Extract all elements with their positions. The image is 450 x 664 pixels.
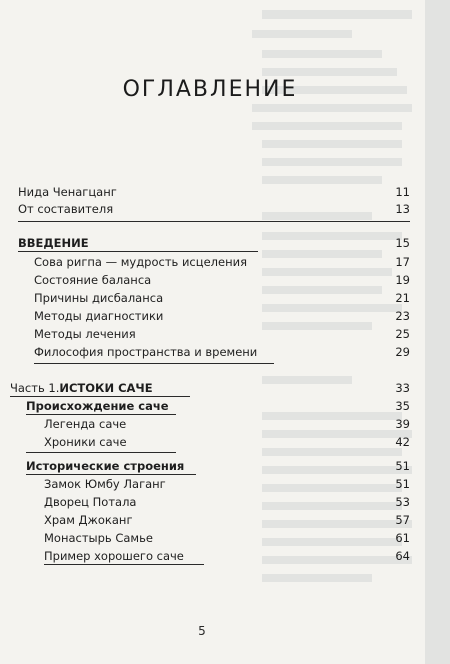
divider xyxy=(44,564,204,565)
toc-entry-label: Пример хорошего саче xyxy=(44,549,184,563)
page-number: 5 xyxy=(198,624,206,638)
heading-underline xyxy=(26,474,196,475)
toc-entry-label: Монастырь Самье xyxy=(44,531,153,545)
toc-entry-page: 21 xyxy=(395,291,410,305)
toc-entry-page: 19 xyxy=(395,273,410,287)
toc-entry[interactable] xyxy=(34,327,410,341)
toc-entry-page: 51 xyxy=(395,477,410,491)
toc-entry-page: 23 xyxy=(395,309,410,323)
toc-entry[interactable] xyxy=(34,291,410,305)
toc-entry-label: Сова ригпа — мудрость исцеления xyxy=(34,255,247,269)
toc-entry[interactable] xyxy=(44,549,410,563)
toc-part-prefix: Часть 1. xyxy=(10,381,60,395)
toc-entry-label: ИСТОКИ САЧЕ xyxy=(59,381,153,395)
toc-entry-label: Дворец Потала xyxy=(44,495,137,509)
toc-entry-label: Состояние баланса xyxy=(34,273,152,287)
toc-entry-page: 64 xyxy=(395,549,410,563)
toc-entry-page: 51 xyxy=(395,459,410,473)
toc-entry[interactable] xyxy=(44,495,410,509)
toc-entry-label: Философия пространства и времени xyxy=(34,345,258,359)
toc-section-heading[interactable] xyxy=(26,399,410,413)
toc-entry-page: 35 xyxy=(395,399,410,413)
toc-entry[interactable] xyxy=(34,255,410,269)
toc-entry-label: Хроники саче xyxy=(44,435,127,449)
toc-entry-page: 57 xyxy=(395,513,410,527)
divider xyxy=(26,452,176,453)
toc-entry-label: Происхождение саче xyxy=(26,399,169,413)
toc-part-heading[interactable] xyxy=(10,381,410,395)
toc-entry-page: 29 xyxy=(395,345,410,359)
toc-entry-page: 39 xyxy=(395,417,410,431)
toc-entry-label: Замок Юмбу Лаганг xyxy=(44,477,166,491)
toc-entry-label: Исторические строения xyxy=(26,459,185,473)
toc-entry-label: От составителя xyxy=(18,202,114,216)
divider xyxy=(34,363,274,364)
toc-entry-page: 13 xyxy=(395,202,410,216)
toc-section-heading[interactable] xyxy=(18,236,410,250)
toc-entry[interactable] xyxy=(34,309,410,323)
page-title: ОГЛАВЛЕНИЕ xyxy=(122,76,298,102)
toc-entry-page: 42 xyxy=(395,435,410,449)
toc-entry-label: Методы диагностики xyxy=(34,309,164,323)
toc-entry-page: 17 xyxy=(395,255,410,269)
toc-section-heading[interactable] xyxy=(26,459,410,473)
divider xyxy=(18,221,410,222)
toc-entry-label: Причины дисбаланса xyxy=(34,291,164,305)
toc-entry[interactable] xyxy=(44,417,410,431)
toc-entry-label: Нида Ченагцанг xyxy=(18,185,117,199)
toc-entry[interactable] xyxy=(18,185,410,199)
toc-entry-page: 25 xyxy=(395,327,410,341)
heading-underline xyxy=(26,414,176,415)
toc-entry[interactable] xyxy=(44,477,410,491)
toc-entry[interactable] xyxy=(44,435,410,449)
toc-entry-label: Легенда саче xyxy=(44,417,127,431)
toc-entry-label: Методы лечения xyxy=(34,327,136,341)
toc-entry-page: 11 xyxy=(395,185,410,199)
toc-entry-page: 15 xyxy=(395,236,410,250)
toc-entry[interactable] xyxy=(44,513,410,527)
toc-entry-label: Храм Джоканг xyxy=(44,513,133,527)
toc-entry[interactable] xyxy=(34,273,410,287)
toc-entry-page: 61 xyxy=(395,531,410,545)
toc-entry[interactable] xyxy=(44,531,410,545)
heading-underline xyxy=(18,251,258,252)
toc-entry[interactable] xyxy=(34,345,410,359)
toc-entry-label: ВВЕДЕНИЕ xyxy=(18,236,89,250)
toc-entry[interactable] xyxy=(18,202,410,216)
heading-underline xyxy=(10,396,190,397)
toc-entry-page: 53 xyxy=(395,495,410,509)
toc-entry-page: 33 xyxy=(395,381,410,395)
